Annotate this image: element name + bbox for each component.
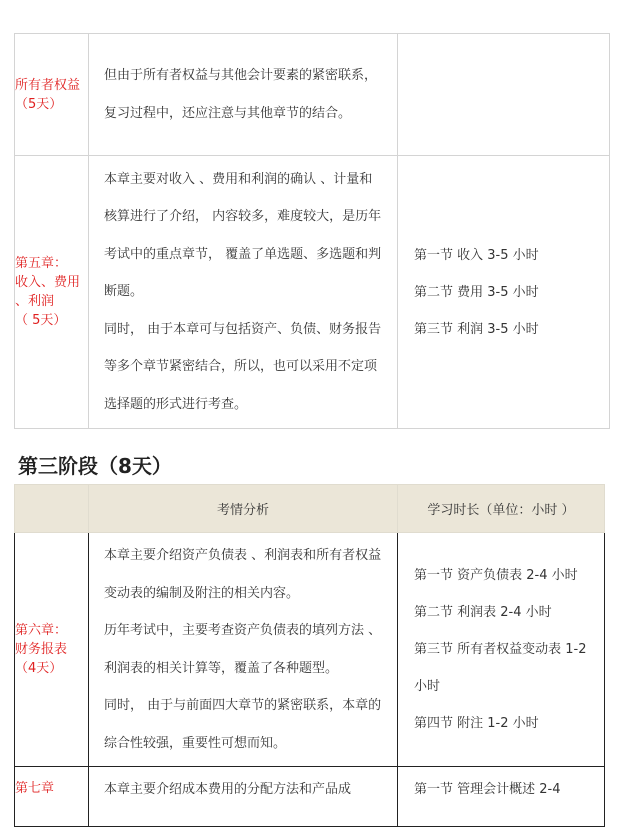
table-row [15, 34, 610, 156]
analysis-paragraph: 本章主要对收入 、费用和利润的确认 、计量和核算进行了介绍， 内容较多，难度较大，是历年考试中的重点章节， 覆盖了单选题、多选题和判断题。 [104, 171, 382, 300]
table-row [15, 533, 605, 767]
section-title: 第三阶段（8天） [18, 454, 172, 478]
table-header-row [15, 485, 605, 533]
analysis-cell [89, 156, 398, 429]
analysis-paragraph: 本章主要介绍资产负债表 、利润表和所有者权益变动表的编制及附注的相关内容。 [104, 548, 382, 601]
analysis-cell [89, 533, 398, 767]
study-item: 第二节 利润表 2-4 小时 [414, 605, 552, 620]
analysis-paragraph: 历年考试中，主要考查资产负债表的填列方法 、利润表的相关计算等，覆盖了各种题型。 [104, 623, 382, 676]
table-row [15, 767, 605, 827]
study-item: 第三节 所有者权益变动表 1-2 小时 [414, 642, 587, 694]
analysis-paragraph: 同时， 由于与前面四大章节的紧密联系，本章的综合性较强，重要性可想而知。 [104, 698, 382, 751]
table-row [15, 156, 610, 429]
chapter-cell: 第五章： 收入、费用 、利润 （ 5天） [15, 156, 89, 429]
study-time-cell [398, 34, 610, 156]
analysis-paragraph: 本章主要介绍成本费用的分配方法和产品成 [104, 782, 352, 797]
stage2-table [14, 33, 610, 429]
header-cell-chapter [15, 485, 89, 533]
study-item: 第一节 收入 3-5 小时 [414, 247, 539, 263]
study-item: 第二节 费用 3-5 小时 [414, 284, 539, 300]
study-item: 第四节 附注 1-2 小时 [414, 716, 539, 731]
analysis-paragraph: 同时， 由于本章可与包括资产、负债、财务报告等多个章节紧密结合，所以，也可以采用不定项选择题的形式进行考查。 [104, 321, 382, 412]
analysis-cell [89, 767, 398, 827]
header-cell-analysis: 考情分析 [89, 485, 398, 533]
header-cell-study-time: 学习时长（单位：小时 ） [398, 485, 605, 533]
analysis-cell [89, 34, 398, 156]
chapter-cell: 第六章： 财务报表 （4天） [15, 533, 89, 767]
study-item: 第一节 资产负债表 2-4 小时 [414, 568, 578, 583]
chapter-cell: 所有者权益 （5天） [15, 34, 89, 156]
study-time-cell [398, 767, 605, 827]
study-item: 第一节 管理会计概述 2-4 [414, 782, 561, 797]
study-time-cell [398, 156, 610, 429]
study-item: 第三节 利润 3-5 小时 [414, 321, 539, 337]
chapter-cell: 第七章 [15, 767, 89, 827]
stage3-table [14, 484, 605, 827]
study-time-cell [398, 533, 605, 767]
analysis-paragraph: 但由于所有者权益与其他会计要素的紧密联系，复习过程中，还应注意与其他章节的结合。 [104, 68, 378, 121]
